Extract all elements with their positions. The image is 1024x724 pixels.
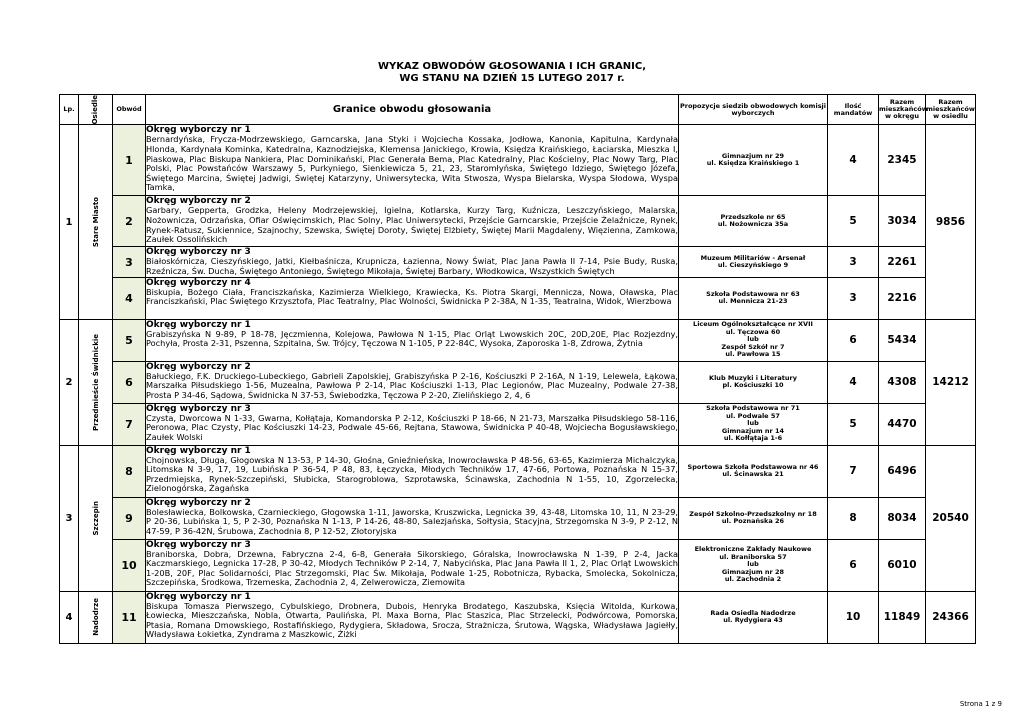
siedziba-line: pl. Kościuszki 10 bbox=[722, 381, 784, 390]
table-row bbox=[60, 445, 976, 497]
mieszkancy-osiedle-cell: 9856 bbox=[926, 125, 976, 319]
siedziba-cell bbox=[679, 497, 828, 539]
obwod-cell: 9 bbox=[113, 497, 146, 539]
table-body bbox=[60, 125, 976, 643]
osiedle-cell bbox=[79, 445, 113, 591]
granice-text: Garbary, Gepperta, Grodzka, Heleny Modrzejewskiej, Igielna, Kotlarska, Kurzy Targ, Kuźnicza, Leszczyńskiego, Malarska, Nożownicza, Odrzańska, Ofiar Oświęcimskich, Plac Solny, Plac Uniwersytecki, Przejście Garncarskie, Przejście Żelaźnicze, Rynek, Rynek-Ratusz, Sukiennice, Szajnochy, Szewska, Świętej Doroty, Świętej Elżbiety, Świętej Marii Magdaleny, Więzienna, Zamkowa, Zaułek Ossolińskich bbox=[146, 205, 678, 245]
siedziba-line: lub bbox=[747, 560, 759, 569]
siedziba-line: Muzeum Militariów - Arsenał bbox=[700, 253, 806, 262]
siedziba-line: Rada Osiedla Nadodrze bbox=[710, 608, 796, 617]
okreg-label: Okręg wyborczy nr 1 bbox=[146, 591, 251, 602]
siedziba-line: ul. Nożownicza 35a bbox=[717, 220, 789, 229]
lp-cell: 4 bbox=[60, 591, 79, 643]
mandaty-cell: 7 bbox=[828, 445, 879, 497]
obwod-cell: 8 bbox=[113, 445, 146, 497]
mieszkancy-okreg-cell: 8034 bbox=[879, 497, 926, 539]
osiedle-name: Nadodrze bbox=[91, 598, 100, 636]
siedziba-line: Gimnazjum nr 29 bbox=[721, 151, 785, 160]
granice-cell bbox=[146, 247, 679, 277]
obwod-cell: 5 bbox=[113, 319, 146, 361]
siedziba-line: Zespół Szkolno-Przedszkolny nr 18 bbox=[689, 509, 817, 518]
siedziba-cell bbox=[679, 591, 828, 643]
header-mieszk-osiedle: Razem mieszkańców w osiedlu bbox=[926, 95, 976, 125]
siedziba-line: Gimnazjum nr 28 bbox=[721, 567, 785, 576]
document-title-line2: WG STANU NA DZIEŃ 15 LUTEGO 2017 r. bbox=[399, 73, 625, 84]
siedziba-line: ul. Pawłowa 15 bbox=[725, 350, 781, 359]
mieszkancy-okreg-cell: 6010 bbox=[879, 539, 926, 591]
okreg-label: Okręg wyborczy nr 3 bbox=[146, 247, 251, 258]
siedziba-line: lub bbox=[747, 419, 759, 428]
granice-cell bbox=[146, 319, 679, 361]
table-row bbox=[60, 277, 976, 319]
osiedle-cell bbox=[79, 319, 113, 445]
siedziba-cell bbox=[679, 403, 828, 445]
mieszkancy-okreg-cell: 6496 bbox=[879, 445, 926, 497]
obwod-cell: 10 bbox=[113, 539, 146, 591]
osiedle-name: Szczepin bbox=[91, 500, 100, 536]
siedziba-line: ul. Braniborska 57 bbox=[719, 552, 787, 561]
granice-text: Braniborska, Dobra, Drzewna, Fabryczna 2-4, 6-8, Generała Sikorskiego, Góralska, Inowrocławska N 1-39, P 2-4, Jacka Kaczmarskiego, Legnicka 17-28, P 30-42, Młodych Techników P 2-14, 7, Nabycińska, Plac Jana Pawła II 1, 2, Plac Orląt Lwowskich 1-20B, 20F, Plac Solidarności, Plac Strzegomski, Plac Św. Mikołaja, Podwale 1-25, Robotnicza, Rybacka, Smolecka, Sokolnicza, Szczepińska, Środkowa, Trzemeska, Zachodnia 2, 4, Zelwerowicza, Ziemowita bbox=[146, 548, 678, 588]
districts-table bbox=[59, 94, 976, 644]
granice-cell bbox=[146, 277, 679, 319]
siedziba-line: Sportowa Szkoła Podstawowa nr 46 bbox=[687, 462, 819, 471]
granice-cell bbox=[146, 125, 679, 196]
lp-cell: 3 bbox=[60, 445, 79, 591]
header-osiedle: Osiedle bbox=[79, 95, 113, 125]
siedziba-cell bbox=[679, 445, 828, 497]
lp-cell: 1 bbox=[60, 125, 79, 319]
table-row bbox=[60, 247, 976, 277]
mandaty-cell: 3 bbox=[828, 247, 879, 277]
siedziba-line: ul. Ścinawska 21 bbox=[722, 470, 784, 479]
granice-text: Bałuckiego, F.K. Druckiego-Lubeckiego, Gabrieli Zapolskiej, Grabiszyńska P 2-16, Kościuszki P 2-16A, N 1-19, Lelewela, Łąkowa, Marszałka Piłsudskiego 1-56, Muzealna, Pawłowa P 2-14, Plac Kościuszki 1-13, Plac Legionów, Plac Muzealny, Podwale 27-38, Prosta P 34-46, Sądowa, Świdnicka N 37-53, Świebodzka, Tęczowa P 2-20, Zielińskiego 2, 4, 6 bbox=[146, 370, 678, 400]
granice-cell bbox=[146, 445, 679, 497]
obwod-cell: 3 bbox=[113, 247, 146, 277]
table-row bbox=[60, 591, 976, 643]
osiedle-cell bbox=[79, 591, 113, 643]
obwod-cell: 2 bbox=[113, 196, 146, 247]
okreg-label: Okręg wyborczy nr 1 bbox=[146, 319, 251, 330]
obwod-cell: 11 bbox=[113, 591, 146, 643]
granice-text: Bolesławiecka, Bolkowska, Czarnieckiego, Głogowska 1-11, Jaworska, Kruszwicka, Legnicka 39, 43-48, Litomska 10, 11, N 23-29, P 20-36, Lubińska 1, 5, P 2-30, Poznańska N 1-13, P 14-26, 48-80, Salezjańska, Sołtysia, Stacyjna, Strzegomska N 3-9, P 2-12, N 47-59, P 36-42N, Śrubowa, Zachodnia 8, P 12-52, Złotoryjska bbox=[146, 506, 678, 536]
table-row bbox=[60, 361, 976, 403]
siedziba-line: ul. Poznańska 26 bbox=[721, 517, 785, 526]
granice-text: Chojnowska, Długa, Głogowska N 13-53, P 14-30, Głośna, Gnieźnieńska, Inowrocławska P 48-56, 63-65, Kazimierza Michalczyka, Litomska N 3-9, 17, 19, Lubińska P 36-54, P 48, 83, Łęczycka, Młodych Techników 17, 47-66, Portowa, Poznańska N 15-37, Przedmiejska, Rynek-Szczepiński, Słubicka, Starogroblowa, Szprotawska, Ścinawska, Zachodnia N 1-55, 10, Zgorzelecka, Zielonogórska, Żagańska bbox=[146, 454, 678, 494]
mandaty-cell: 4 bbox=[828, 361, 879, 403]
siedziba-line: ul. Zachodnia 2 bbox=[724, 575, 782, 584]
header-mandaty: Ilość mandatów bbox=[828, 95, 879, 125]
table-row bbox=[60, 196, 976, 247]
document-title-line1: WYKAZ OBWODÓW GŁOSOWANIA I ICH GRANIC, bbox=[377, 61, 646, 72]
mandaty-cell: 4 bbox=[828, 125, 879, 196]
siedziba-cell bbox=[679, 539, 828, 591]
lp-cell: 2 bbox=[60, 319, 79, 445]
okreg-label: Okręg wyborczy nr 2 bbox=[146, 196, 251, 207]
mieszkancy-okreg-cell: 2261 bbox=[879, 247, 926, 277]
mieszkancy-osiedle-cell: 20540 bbox=[926, 445, 976, 591]
siedziba-line: ul. Rydygiera 43 bbox=[723, 616, 783, 625]
siedziba-line: Elektroniczne Zakłady Naukowe bbox=[694, 545, 812, 554]
siedziba-line: ul. Mennicza 21-23 bbox=[718, 297, 788, 306]
siedziba-line: lub bbox=[747, 335, 759, 344]
siedziba-cell bbox=[679, 319, 828, 361]
granice-text: Czysta, Dworcowa N 1-33, Gwarna, Kołłątaja, Komandorska P 2-12, Kościuszki P 18-66, N 21-73, Marszałka Piłsudskiego 58-116, Peronowa, Plac Czysty, Plac Kościuszki 14-23, Podwale 45-66, Rejtana, Stawowa, Świdnicka P 40-48, Wojciecha Bogusławskiego, Zaułek Wolski bbox=[146, 412, 678, 442]
okreg-label: Okręg wyborczy nr 1 bbox=[146, 445, 251, 456]
obwod-cell: 4 bbox=[113, 277, 146, 319]
mieszkancy-okreg-cell: 11849 bbox=[879, 591, 926, 643]
header-row bbox=[60, 95, 976, 125]
okreg-label: Okręg wyborczy nr 2 bbox=[146, 361, 251, 372]
granice-text: Grabiszyńska N 9-89, P 18-78, Jęczmienna, Kolejowa, Pawłowa N 1-15, Plac Orląt Lwowskich 20C, 20D,20E, Plac Rozjezdny, Pochyła, Prosta 2-31, Pszenna, Szpitalna, Św. Trójcy, Tęczowa N 1-105, P 22-84C, Wysoka, Zaporoska 1-8, Zdrowa, Żytnia bbox=[146, 328, 678, 349]
okreg-label: Okręg wyborczy nr 2 bbox=[146, 497, 251, 508]
siedziba-line: Szkoła Podstawowa nr 63 bbox=[706, 289, 800, 298]
header-obwod: Obwód bbox=[113, 95, 146, 125]
header-mieszk-okreg: Razem mieszkańców w okręgu bbox=[879, 95, 926, 125]
granice-text: Biskupia, Bożego Ciała, Franciszkańska, Kazimierza Wielkiego, Krawiecka, Ks. Piotra Skargi, Mennicza, Nowa, Oławska, Plac Franciszkański, Plac Świętego Krzysztofa, Plac Teatralny, Plac Wolności, Świdnicka P 2-38A, N 1-35, Teatralna, Widok, Wierzbowa bbox=[146, 286, 678, 307]
mandaty-cell: 10 bbox=[828, 591, 879, 643]
osiedle-name: Stare Miasto bbox=[91, 196, 100, 248]
table-row bbox=[60, 319, 976, 361]
mandaty-cell: 3 bbox=[828, 277, 879, 319]
mieszkancy-okreg-cell: 3034 bbox=[879, 196, 926, 247]
siedziba-cell bbox=[679, 125, 828, 196]
okreg-label: Okręg wyborczy nr 3 bbox=[146, 403, 251, 414]
table-row bbox=[60, 539, 976, 591]
siedziba-line: Liceum Ogólnokształcące nr XVII bbox=[693, 320, 813, 329]
okreg-label: Okręg wyborczy nr 4 bbox=[146, 277, 251, 288]
table-row bbox=[60, 125, 976, 196]
osiedle-name: Przedmieście Świdnickie bbox=[91, 333, 100, 431]
granice-text: Biskupa Tomasza Pierwszego, Cybulskiego, Drobnera, Dubois, Henryka Brodatego, Kaszubska, Księcia Witolda, Kurkowa, Łowiecka, Mieszczańska, Nobla, Otwarta, Paulińska, Pl. Maxa Borna, Plac Staszica, Plac Strzelecki, Podwórcowa, Pomorska, Ptasia, Romana Dmowskiego, Rostafińskiego, Rydygiera, Składowa, Srocza, Strażnicza, Śrutowa, Wągska, Władysława Jagiełły, Władysława Łokietka, Zyndrama z Maszkowic, Żiżki bbox=[146, 600, 678, 640]
siedziba-cell bbox=[679, 361, 828, 403]
siedziba-cell bbox=[679, 247, 828, 277]
granice-text: Białoskórnicza, Cieszyńskiego, Jatki, Kiełbaśnicza, Krupnicza, Łazienna, Nowy Świat, Plac Jana Pawła II 7-14, Psie Budy, Ruska, Rzeźnicza, Św. Ducha, Świętego Antoniego, Świętego Mikołaja, Świętej Barbary, Włodkowica, Wszystkich Świętych bbox=[146, 256, 678, 277]
siedziba-line: Szkoła Podstawowa nr 71 bbox=[706, 404, 800, 413]
siedziba-cell bbox=[679, 196, 828, 247]
siedziba-line: Zespół Szkół nr 7 bbox=[721, 342, 785, 351]
okreg-label: Okręg wyborczy nr 3 bbox=[146, 539, 251, 550]
mieszkancy-okreg-cell: 5434 bbox=[879, 319, 926, 361]
header-siedziby: Propozycje siedzib obwodowych komisji wyborczych bbox=[679, 95, 828, 125]
siedziba-line: ul. Księdza Kraińskiego 1 bbox=[706, 159, 800, 168]
mieszkancy-okreg-cell: 4470 bbox=[879, 403, 926, 445]
siedziba-line: ul. Kołłątaja 1-6 bbox=[723, 434, 783, 443]
mandaty-cell: 5 bbox=[828, 196, 879, 247]
obwod-cell: 1 bbox=[113, 125, 146, 196]
siedziba-cell bbox=[679, 277, 828, 319]
siedziba-line: Przedszkole nr 65 bbox=[720, 212, 786, 221]
granice-cell bbox=[146, 539, 679, 591]
page-number: Strona 1 z 9 bbox=[959, 700, 1002, 708]
obwod-cell: 7 bbox=[113, 403, 146, 445]
mieszkancy-osiedle-cell: 14212 bbox=[926, 319, 976, 445]
granice-cell bbox=[146, 196, 679, 247]
header-lp: Lp. bbox=[60, 95, 79, 125]
mandaty-cell: 5 bbox=[828, 403, 879, 445]
table-row bbox=[60, 497, 976, 539]
mieszkancy-osiedle-cell: 24366 bbox=[926, 591, 976, 643]
siedziba-line: ul. Podwale 57 bbox=[726, 411, 780, 420]
siedziba-line: ul. Tęczowa 60 bbox=[725, 327, 781, 336]
mieszkancy-okreg-cell: 4308 bbox=[879, 361, 926, 403]
osiedle-cell bbox=[79, 125, 113, 319]
granice-text: Bernardyńska, Frycza-Modrzewskiego, Garncarska, Jana Styki i Wojciecha Kossaka, Jodłowa, Kanonia, Kapitulna, Kardynała Hlonda, Kardynała Kominka, Katedralna, Kaznodziejska, Klemensa Janickiego, Krowia, Księdza Kraińskiego, Łaciarska, Mieszka I, Piaskowa, Plac Biskupa Nankiera, Plac Dominikański, Plac Generała Bema, Plac Katedralny, Plac Kościelny, Plac Nowy Targ, Plac Polski, Plac Powstańców Warszawy 5, Purkyniego, Sienkiewicza 5, 21, 23, Staromłyńska, Świętego Idziego, Świętego Józefa, Świętego Marcina, Świętej Jadwigi, Świętej Katarzyny, Uniwersytecka, Wita Stwosza, Wyspa Bielarska, Wyspa Słodowa, Wyspa Tamka, bbox=[146, 134, 678, 193]
granice-cell bbox=[146, 497, 679, 539]
granice-cell bbox=[146, 403, 679, 445]
mandaty-cell: 6 bbox=[828, 319, 879, 361]
header-granice: Granice obwodu głosowania bbox=[146, 95, 679, 125]
siedziba-line: Klub Muzyki i Literatury bbox=[709, 373, 797, 382]
mieszkancy-okreg-cell: 2345 bbox=[879, 125, 926, 196]
siedziba-line: Gimnazjum nr 14 bbox=[721, 426, 785, 435]
mieszkancy-okreg-cell: 2216 bbox=[879, 277, 926, 319]
siedziba-line: ul. Cieszyńskiego 9 bbox=[717, 261, 789, 270]
mandaty-cell: 8 bbox=[828, 497, 879, 539]
granice-cell bbox=[146, 591, 679, 643]
obwod-cell: 6 bbox=[113, 361, 146, 403]
okreg-label: Okręg wyborczy nr 1 bbox=[146, 125, 251, 136]
granice-cell bbox=[146, 361, 679, 403]
mandaty-cell: 6 bbox=[828, 539, 879, 591]
table-row bbox=[60, 403, 976, 445]
